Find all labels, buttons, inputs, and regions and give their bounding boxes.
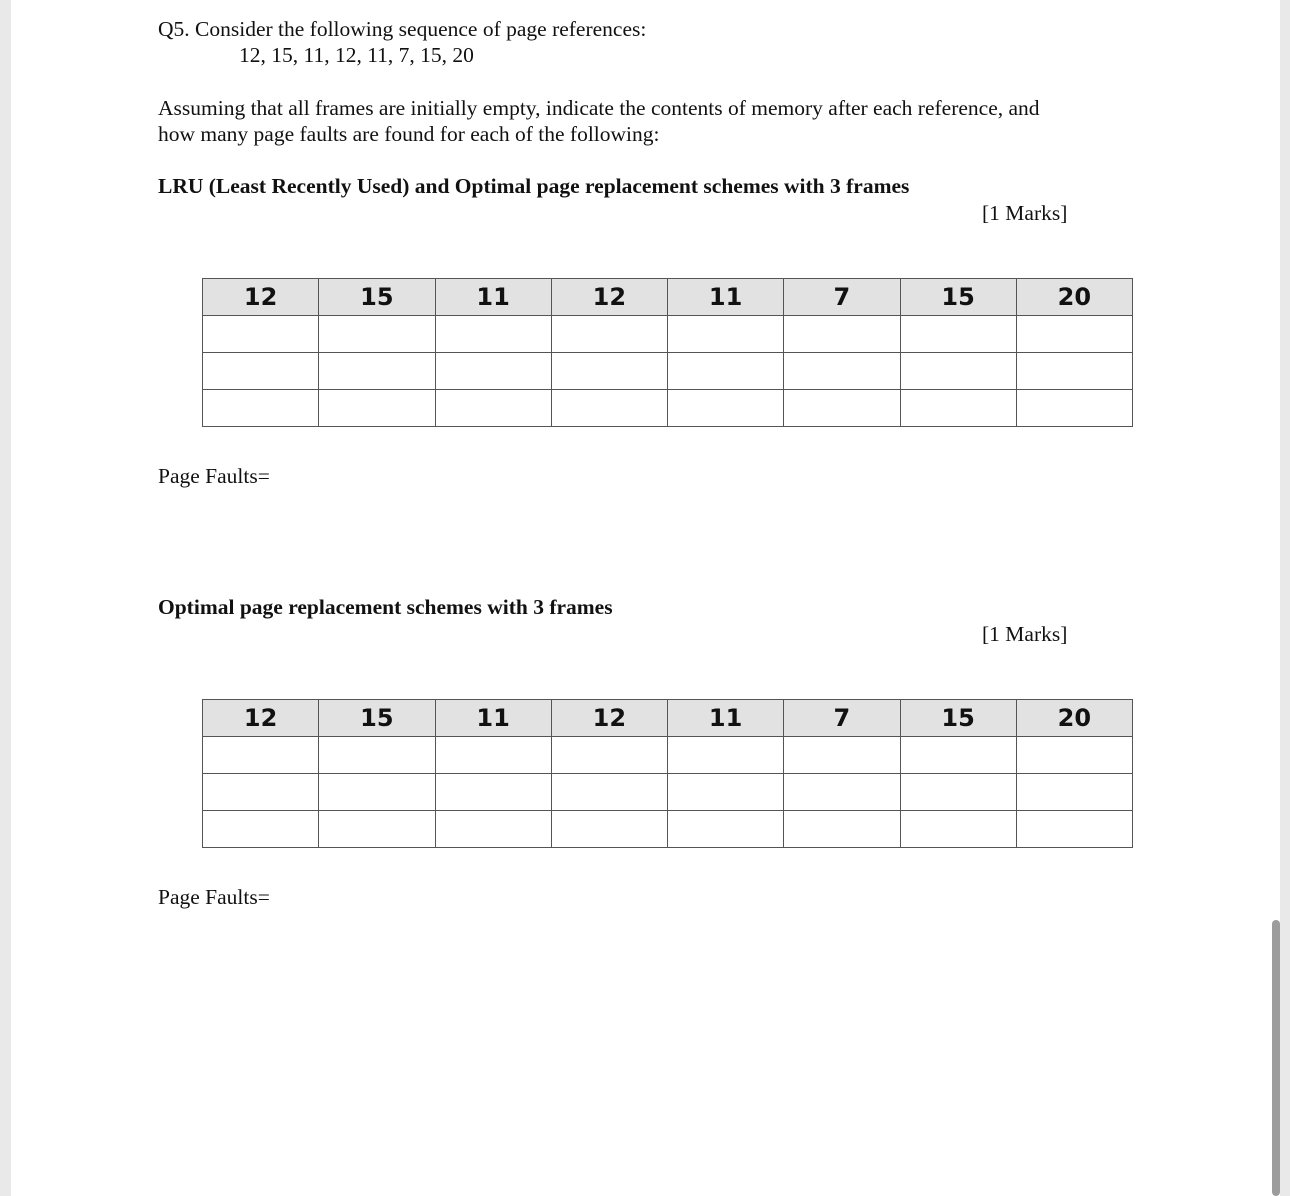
- frame-cell[interactable]: [900, 353, 1016, 390]
- question-title: Q5. Consider the following sequence of page references:: [158, 17, 647, 41]
- lru-section-heading: LRU (Least Recently Used) and Optimal page replacement schemes with 3 frames: [158, 174, 910, 198]
- reference-cell: 7: [784, 700, 900, 737]
- frame-cell[interactable]: [319, 811, 435, 848]
- reference-cell: 11: [435, 700, 551, 737]
- reference-cell: 11: [668, 279, 784, 316]
- frame-cell[interactable]: [551, 737, 667, 774]
- instructions-line-2: how many page faults are found for each of the following:: [158, 122, 660, 146]
- frame-cell[interactable]: [784, 390, 900, 427]
- frame-cell[interactable]: [900, 737, 1016, 774]
- frame-cell[interactable]: [1016, 811, 1132, 848]
- lru-frame-table: [202, 278, 1133, 427]
- frame-cell[interactable]: [551, 774, 667, 811]
- frame-cell[interactable]: [435, 390, 551, 427]
- reference-cell: 15: [900, 279, 1016, 316]
- frame-cell[interactable]: [203, 316, 319, 353]
- frame-cell[interactable]: [784, 353, 900, 390]
- frame-cell[interactable]: [551, 353, 667, 390]
- frame-cell[interactable]: [900, 390, 1016, 427]
- frame-cell[interactable]: [203, 737, 319, 774]
- optimal-page-faults-label: Page Faults=: [158, 885, 270, 909]
- frame-row-3: [203, 390, 1133, 427]
- reference-cell: 20: [1016, 700, 1132, 737]
- frame-cell[interactable]: [319, 390, 435, 427]
- frame-row-1: [203, 737, 1133, 774]
- frame-cell[interactable]: [435, 316, 551, 353]
- frame-cell[interactable]: [1016, 316, 1132, 353]
- frame-cell[interactable]: [900, 316, 1016, 353]
- reference-cell: 15: [319, 700, 435, 737]
- frame-cell[interactable]: [551, 811, 667, 848]
- reference-cell: 12: [203, 279, 319, 316]
- vertical-scrollbar-thumb[interactable]: [1272, 920, 1280, 1196]
- frame-cell[interactable]: [203, 774, 319, 811]
- frame-cell[interactable]: [319, 353, 435, 390]
- frame-cell[interactable]: [435, 353, 551, 390]
- frame-cell[interactable]: [1016, 353, 1132, 390]
- reference-header-row: [203, 279, 1133, 316]
- frame-cell[interactable]: [784, 316, 900, 353]
- frame-row-1: [203, 316, 1133, 353]
- frame-row-2: [203, 353, 1133, 390]
- reference-cell: 12: [551, 700, 667, 737]
- lru-marks: [1 Marks]: [982, 201, 1068, 225]
- frame-cell[interactable]: [668, 316, 784, 353]
- frame-cell[interactable]: [784, 774, 900, 811]
- frame-cell[interactable]: [551, 390, 667, 427]
- frame-cell[interactable]: [784, 811, 900, 848]
- optimal-section-heading: Optimal page replacement schemes with 3 frames: [158, 595, 613, 619]
- optimal-frame-table: [202, 699, 1133, 848]
- reference-header-row: [203, 700, 1133, 737]
- frame-cell[interactable]: [1016, 737, 1132, 774]
- frame-cell[interactable]: [900, 811, 1016, 848]
- frame-cell[interactable]: [668, 737, 784, 774]
- frame-cell[interactable]: [319, 774, 435, 811]
- frame-cell[interactable]: [435, 811, 551, 848]
- reference-cell: 15: [900, 700, 1016, 737]
- frame-cell[interactable]: [668, 390, 784, 427]
- frame-cell[interactable]: [1016, 390, 1132, 427]
- reference-cell: 12: [551, 279, 667, 316]
- frame-cell[interactable]: [1016, 774, 1132, 811]
- document-page: [11, 0, 1280, 1196]
- frame-cell[interactable]: [668, 353, 784, 390]
- frame-cell[interactable]: [900, 774, 1016, 811]
- optimal-marks: [1 Marks]: [982, 622, 1068, 646]
- frame-cell[interactable]: [784, 737, 900, 774]
- frame-cell[interactable]: [203, 353, 319, 390]
- reference-cell: 11: [668, 700, 784, 737]
- frame-cell[interactable]: [668, 774, 784, 811]
- frame-row-2: [203, 774, 1133, 811]
- reference-cell: 7: [784, 279, 900, 316]
- frame-cell[interactable]: [319, 316, 435, 353]
- frame-cell[interactable]: [203, 811, 319, 848]
- reference-cell: 20: [1016, 279, 1132, 316]
- frame-row-3: [203, 811, 1133, 848]
- frame-cell[interactable]: [551, 316, 667, 353]
- reference-cell: 12: [203, 700, 319, 737]
- frame-cell[interactable]: [668, 811, 784, 848]
- reference-cell: 11: [435, 279, 551, 316]
- reference-sequence: 12, 15, 11, 12, 11, 7, 15, 20: [239, 43, 474, 67]
- frame-cell[interactable]: [435, 774, 551, 811]
- frame-cell[interactable]: [319, 737, 435, 774]
- reference-cell: 15: [319, 279, 435, 316]
- lru-page-faults-label: Page Faults=: [158, 464, 270, 488]
- frame-cell[interactable]: [203, 390, 319, 427]
- frame-cell[interactable]: [435, 737, 551, 774]
- instructions-line-1: Assuming that all frames are initially empty, indicate the contents of memory after each reference, and: [158, 96, 1040, 120]
